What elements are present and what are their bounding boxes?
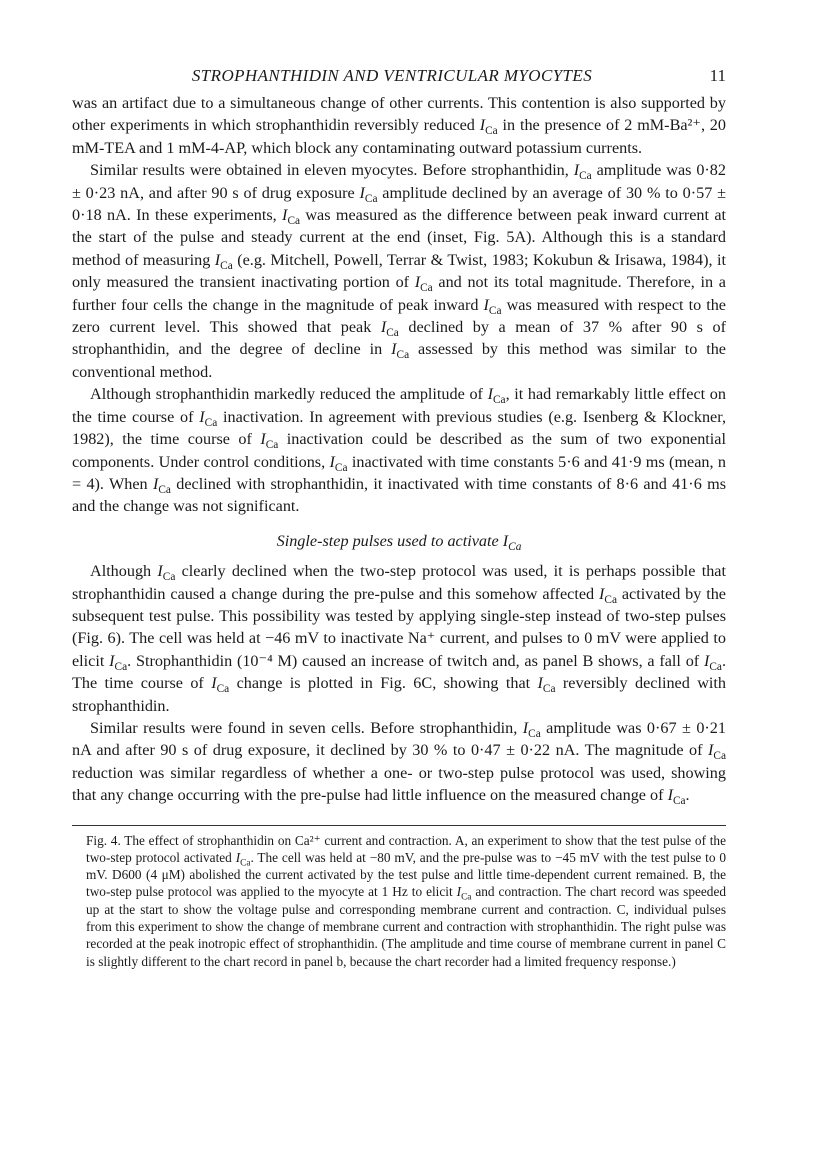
page-number: 11 [709,66,726,85]
section-heading: Single-step pulses used to activate $I_{Ca}$ [276,531,522,553]
paragraph: Although $I_{Ca}$ clearly declined when the two-step protocol was used, it is perhaps possible that strophanthidin caused a change during the pre-pulse and this somehow affected $I_{Ca}$ activated by the subsequent test pulse. This possibility was tested by applying single-step instead of two-step pulses (Fig. 6). The cell was held at −46 mV to inactivate Na⁺ current, and pulses to 0 mV were applied to elicit $I_{Ca}$. Strophanthidin (10⁻⁴ M) caused an increase of twitch and, as panel B shows, a fall of $I_{Ca}$. The time course of $I_{Ca}$ change is plotted in Fig. 6C, showing that $I_{Ca}$ reversibly declined with strophanthidin. [72,562,727,715]
figure-caption: Fig. 4. The effect of strophanthidin on Ca²⁺ current and contraction. A, an experiment to show that the test pulse of the two-step protocol activated $I_{Ca}$. The cell was held at −80 mV, and the pre-pulse was to −45 mV with the test pulse to 0 mV. D600 (4 μM) abolished the current activated by the test pulse and little time-dependent current remained. B, the two-step pulse protocol was applied to the myocyte at 1 Hz to elicit $I_{Ca}$ and contraction. The chart record was speeded up at the start to show the voltage pulse and corresponding membrane current and contraction. C, individual pulses from this experiment to show the change of membrane current and contraction with strophanthidin. The right pulse was recorded at the peak inotropic effect of strophanthidin. (The amplitude and time course of membrane current in panel C is slightly different to the chart record in panel b, because the chart recorder had a limited frequency response.) [86,832,726,969]
paragraph: Although strophanthidin markedly reduced the amplitude of $I_{Ca}$, it had remarkably little effect on the time course of $I_{Ca}$ inactivation. In agreement with previous studies (e.g. Isenberg & Klockner, 1982), the time course of $I_{Ca}$ inactivation could be described as the sum of two exponential components. Under control conditions, $I_{Ca}$ inactivated with time constants 5·6 and 41·9 ms (mean, n = 4). When $I_{Ca}$ declined with strophanthidin, it inactivated with time constants of 8·6 and 41·6 ms and the change was not significant. [72,385,727,516]
running-title: STROPHANTHIDIN AND VENTRICULAR MYOCYTES [191,66,593,85]
running-header [72,66,726,92]
paragraph: was an artifact due to a simultaneous change of other currents. This contention is also supported by other experiments in which strophanthidin reversibly reduced $I_{Ca}$ in the presence of 2 mM-Ba²⁺, 20 mM-TEA and 1 mM-4-AP, which block any contaminating outward potassium currents. [72,94,726,157]
caption-divider [72,825,726,826]
body-text [72,92,726,807]
journal-page [72,66,726,970]
paragraph: Similar results were found in seven cells. Before strophanthidin, $I_{Ca}$ amplitude was 0·67 ± 0·21 nA and after 90 s of drug exposure, it declined by 30 % to 0·47 ± 0·22 nA. The magnitude of $I_{Ca}$ reduction was similar regardless of whether a one- or two-step pulse protocol was used, showing that any change occurring with the pre-pulse had little influence on the measured change of $I_{Ca}$. [72,718,726,808]
paragraph: Similar results were obtained in eleven myocytes. Before strophanthidin, $I_{Ca}$ amplitude was 0·82 ± 0·23 nA, and after 90 s of drug exposure $I_{Ca}$ amplitude declined by an average of 30 % to 0·57 ± 0·18 nA. In these experiments, $I_{Ca}$ was measured as the difference between peak inward current at the start of the pulse and steady current at the end (inset, Fig. 5A). Although this is a standard method of measuring $I_{Ca}$ (e.g. Mitchell, Powell, Terrar & Twist, 1983; Kokubun & Irisawa, 1984), it only measured the transient inactivating portion of $I_{Ca}$ and not its total magnitude. Therefore, in a further four cells the change in the magnitude of peak inward $I_{Ca}$ was measured with respect to the zero current level. This showed that peak $I_{Ca}$ declined by a mean of 37 % after 90 s of strophanthidin, and the degree of decline in $I_{Ca}$ assessed by this method was similar to the conventional method. [72,161,727,381]
